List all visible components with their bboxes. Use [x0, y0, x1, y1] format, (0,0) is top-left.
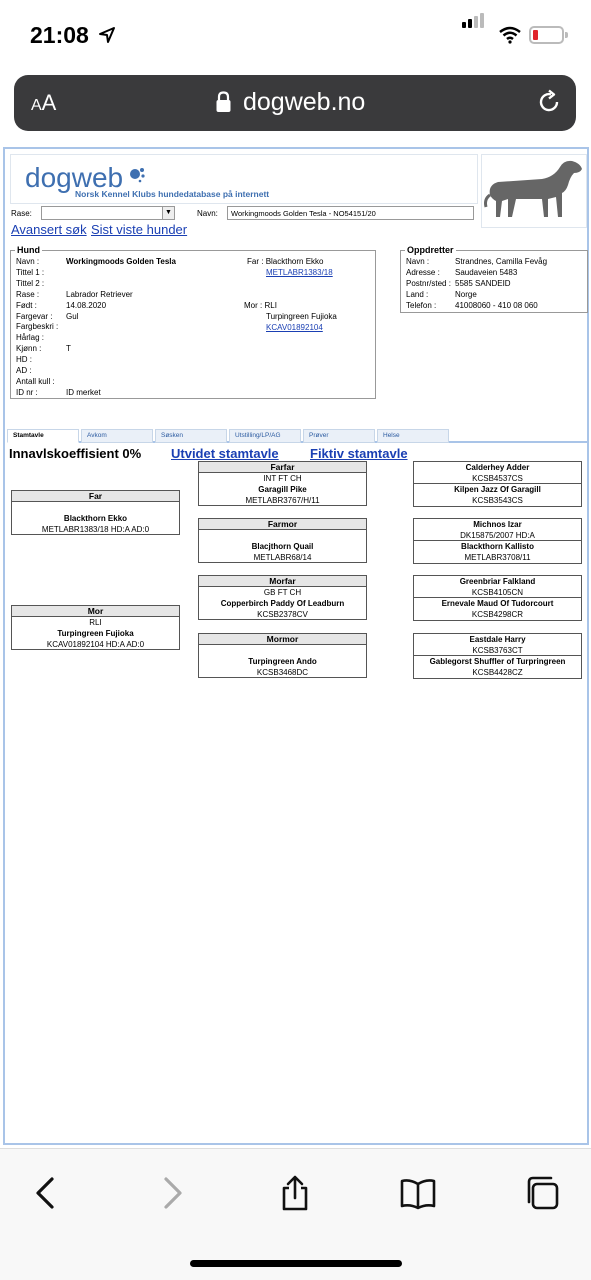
morfar-title: GB FT CH [263, 588, 302, 597]
info-key: Postnr/sted : [406, 278, 451, 288]
mor-label: Mor : RLI [244, 301, 277, 310]
morfar-header: Morfar [199, 576, 366, 587]
hund-legend: Hund [17, 245, 40, 255]
gen3-ancestor[interactable]: Greenbriar Falkland KCSB4105CN [414, 576, 581, 598]
info-value: Norge [455, 289, 477, 299]
info-row [16, 279, 356, 289]
gen3-ancestor[interactable]: Ernevale Maud Of Tudorcourt KCSB4298CR [441, 599, 554, 619]
mormor-name[interactable]: Turpingreen Ando [248, 657, 317, 666]
rase-label: Rase: [11, 209, 32, 218]
farfar-name[interactable]: Garagill Pike [258, 485, 307, 494]
info-key: Hårlag : [16, 333, 45, 343]
wifi-icon [498, 26, 522, 44]
info-key: Kjønn : [16, 344, 42, 354]
farmor-name[interactable]: Blacjthorn Quail [251, 542, 314, 551]
info-row [16, 301, 356, 311]
farmor-header: Farmor [199, 519, 366, 530]
web-content [3, 147, 589, 1145]
rase-select[interactable] [41, 206, 175, 220]
tab-stamtavle[interactable]: Stamtavle [7, 429, 79, 443]
gen3-ancestor[interactable]: Calderhey Adder KCSB4537CS [414, 462, 581, 484]
forward-icon[interactable] [154, 1175, 190, 1211]
info-row [16, 290, 356, 300]
address-bar[interactable] [14, 75, 576, 131]
battery-tip [565, 32, 568, 38]
info-row [406, 268, 591, 278]
info-value: Workingmoods Golden Tesla [66, 257, 176, 266]
pedigree-farfar[interactable] [198, 461, 367, 506]
far-name: Blackthorn Ekko [265, 257, 324, 266]
info-key: Adresse : [406, 267, 440, 277]
pedigree-mormor[interactable] [198, 633, 367, 678]
info-row [406, 301, 591, 311]
info-key: Antall kull : [16, 376, 55, 386]
info-key: Navn : [16, 257, 40, 266]
advanced-search-link[interactable]: Avansert søk [11, 222, 87, 237]
info-key: HD : [16, 355, 32, 365]
tab-sosken[interactable]: Søsken [155, 429, 227, 443]
mor-reg-link[interactable]: KCAV01892104 [266, 323, 323, 332]
fictive-pedigree-link[interactable]: Fiktiv stamtavle [310, 446, 408, 461]
info-key: Fargevar : [16, 311, 53, 321]
morfar-reg: KCSB2378CV [257, 610, 308, 619]
tab-helse[interactable]: Helse [377, 429, 449, 443]
recent-dogs-link[interactable]: Sist viste hunder [91, 222, 188, 237]
gen3-ancestor[interactable]: Blackthorn Kallisto METLABR3708/11 [461, 542, 534, 562]
mor-title: RLI [89, 618, 102, 627]
tab-prover[interactable]: Prøver [303, 429, 375, 443]
info-key: Tittel 2 : [16, 278, 45, 288]
far-reg-link[interactable]: METLABR1383/18 [266, 268, 333, 277]
pedigree-far[interactable] [11, 490, 180, 535]
far-name[interactable]: Blackthorn Ekko [63, 514, 128, 523]
mor-name: Turpingreen Fujioka [266, 312, 337, 321]
info-key: Land : [406, 289, 429, 299]
pedigree-gen3-group-2 [413, 518, 582, 564]
info-row [16, 366, 356, 376]
pedigree-mor[interactable] [11, 605, 180, 650]
farfar-title: INT FT CH [263, 474, 302, 483]
tab-avkom[interactable]: Avkom [81, 429, 153, 443]
info-row [406, 290, 591, 300]
tab-bar [7, 427, 587, 443]
info-value: T [66, 344, 71, 354]
share-icon[interactable] [277, 1175, 313, 1211]
far-header: Far [12, 491, 179, 502]
pedigree-farmor[interactable] [198, 518, 367, 563]
gen3-ancestor[interactable]: Michnos Izar DK15875/2007 HD:A [414, 519, 581, 541]
lock-icon [215, 91, 232, 113]
gen3-ancestor[interactable]: Kilpen Jazz Of Garagill KCSB3543CS [454, 485, 541, 505]
info-row [16, 388, 356, 398]
info-value: Labrador Retriever [66, 289, 133, 299]
mor-title: RLI [264, 301, 277, 310]
back-icon[interactable] [28, 1175, 64, 1211]
info-value: ID merket [66, 387, 101, 397]
info-value: 5585 SANDEID [455, 278, 511, 288]
oppdretter-legend: Oppdretter [407, 245, 454, 255]
chevron-down-icon[interactable]: ▼ [162, 207, 174, 219]
mor-info: KCAV01892104 HD:A AD:0 [46, 640, 145, 649]
farfar-header: Farfar [199, 462, 366, 473]
farfar-reg: METLABR3767/H/11 [245, 496, 320, 505]
info-row [16, 344, 356, 354]
status-bar [0, 0, 591, 70]
hund-fieldset [10, 245, 376, 399]
home-indicator [190, 1260, 402, 1267]
far-label: Far : Blackthorn Ekko [247, 257, 324, 266]
morfar-name[interactable]: Copperbirch Paddy Of Leadburn [220, 599, 345, 608]
info-key: Navn : [406, 257, 430, 266]
labrador-silhouette-icon [482, 155, 586, 227]
info-key: Tittel 1 : [16, 267, 45, 277]
reload-icon[interactable] [535, 88, 563, 116]
oppdretter-fieldset [400, 245, 588, 313]
farmor-title [199, 530, 366, 541]
far-info: METLABR1383/18 HD:A AD:0 [41, 525, 150, 534]
info-key: AD : [16, 366, 32, 375]
info-value: 41008060 - 410 08 060 [455, 300, 538, 310]
url-domain[interactable]: dogweb.no [243, 88, 366, 116]
extended-pedigree-link[interactable]: Utvidet stamtavle [171, 446, 279, 461]
pedigree-morfar[interactable] [198, 575, 367, 620]
info-value: 14.08.2020 [66, 300, 107, 310]
info-value: Gul [66, 311, 79, 321]
navn-input[interactable]: Workingmoods Golden Tesla - NO54151/20 [227, 206, 474, 220]
info-key: Telefon : [406, 300, 437, 310]
mormor-title [199, 645, 366, 656]
text-size-button[interactable]: AA [31, 90, 57, 115]
info-key: ID nr : [16, 387, 38, 397]
navn-label: Navn: [197, 209, 218, 218]
info-row [16, 333, 356, 343]
site-subtitle: Norsk Kennel Klubs hundedatabase på internett [75, 189, 270, 199]
info-key: Rase : [16, 289, 40, 299]
bookmarks-icon[interactable] [400, 1175, 436, 1211]
battery-icon [529, 26, 564, 44]
mor-name[interactable]: Turpingreen Fujioka [57, 629, 134, 638]
logo-paw-icon [127, 165, 147, 185]
farmor-reg: METLABR68/14 [253, 553, 312, 562]
mor-header: Mor [12, 606, 179, 617]
info-row [16, 355, 356, 365]
info-value: Saudaveien 5483 [455, 267, 518, 277]
info-value: Strandnes, Camilla Fevåg [455, 257, 548, 266]
gen3-ancestor[interactable]: Eastdale Harry KCSB3763CT [414, 634, 581, 656]
tab-utstilling[interactable]: Utstilling/LP/AG [229, 429, 301, 443]
innavl-coefficient: Innavlskoeffisient 0% [9, 446, 142, 461]
far-title [12, 502, 179, 513]
pedigree-gen3-group-1 [413, 461, 582, 507]
dog-image [481, 154, 587, 228]
location-arrow-icon [98, 26, 116, 44]
site-header [10, 154, 478, 204]
info-key: Fargbeskri : [16, 322, 59, 332]
status-time: 21:08 [30, 22, 89, 48]
pedigree-gen3-group-3 [413, 575, 582, 621]
info-row [406, 257, 591, 267]
info-key: Født : [16, 300, 37, 310]
site-logo[interactable]: dogweb [25, 162, 124, 193]
mormor-reg: KCSB3468DC [256, 668, 309, 677]
mormor-header: Mormor [199, 634, 366, 645]
pedigree-gen3-group-4 [413, 633, 582, 679]
gen3-ancestor[interactable]: Gablegorst Shuffler of Turpringreen KCSB4428CZ [429, 657, 566, 677]
info-row [406, 279, 591, 289]
tabs-icon[interactable] [524, 1175, 560, 1211]
info-row [16, 377, 356, 387]
